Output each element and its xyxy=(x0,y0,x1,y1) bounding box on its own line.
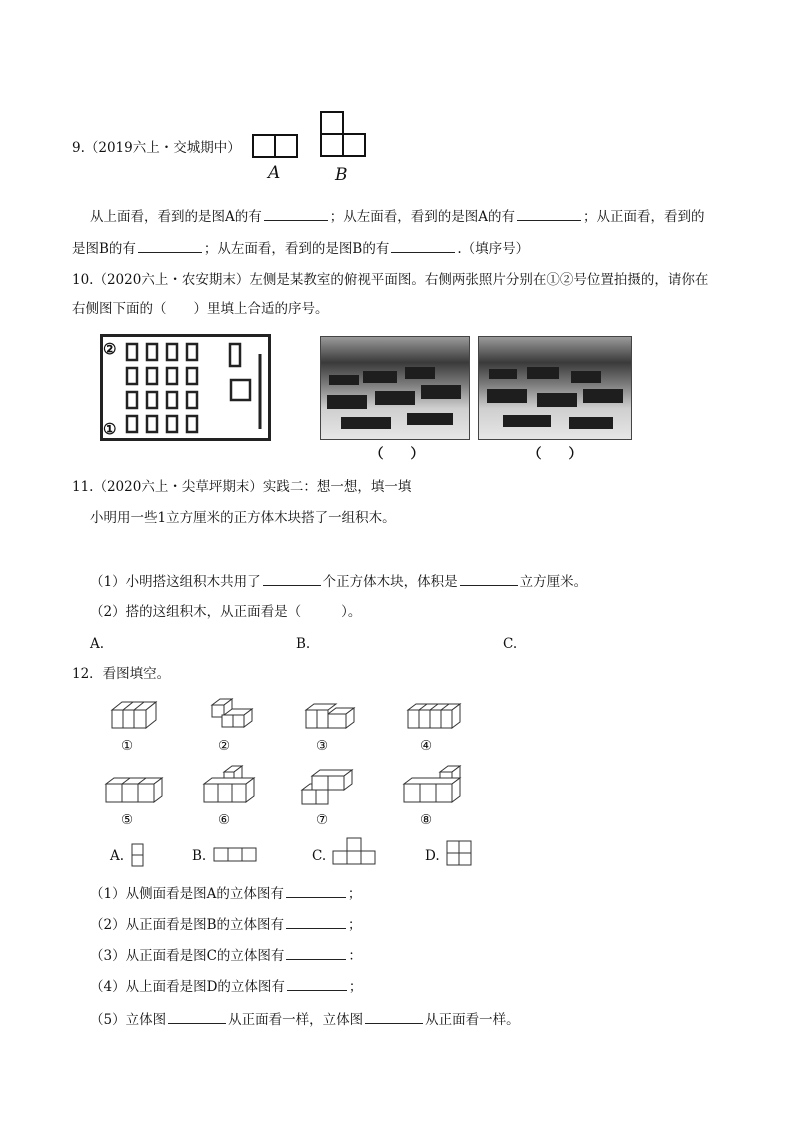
q12-sub3-end: ： xyxy=(348,948,362,964)
q11-option-b[interactable]: B. xyxy=(296,636,311,652)
view-label-b: B. xyxy=(192,848,207,864)
q11-sub2-text: ）。 xyxy=(341,604,362,620)
solid-label-4: ④ xyxy=(420,738,433,754)
q12-sub1 xyxy=(90,884,361,903)
q11-option-c[interactable]: C. xyxy=(503,636,518,652)
q12-blank-4[interactable] xyxy=(287,977,347,991)
classroom-photo-1 xyxy=(320,336,470,440)
q12-sub2 xyxy=(90,915,362,934)
q12-title: 12．看图填空。 xyxy=(72,666,171,682)
q9-text: 从上面看，看到的是图A的有 xyxy=(90,209,262,225)
q9-text: ；从左面看，看到的是图A的有 xyxy=(329,209,515,225)
q12-sub2-end: ； xyxy=(348,917,362,933)
q12-sub5-text: 从正面看一样。 xyxy=(425,1012,520,1028)
solid-figure-5 xyxy=(102,774,166,806)
solid-label-1: ① xyxy=(121,738,134,754)
q12-sub1-text: （1）从侧面看是图A的立体图有 xyxy=(90,886,284,902)
q11-sub1-text: 立方厘米。 xyxy=(519,574,588,590)
q9-figure-b-label: B xyxy=(335,165,348,185)
q12-sub5 xyxy=(90,1010,520,1029)
q12-blank-5[interactable] xyxy=(168,1010,226,1024)
q11-sub2-text: （2）搭的这组积木，从正面看是（ xyxy=(90,604,302,620)
position-marker-1: ① xyxy=(103,420,117,438)
q12-blank-1[interactable] xyxy=(286,884,346,898)
solid-label-2: ② xyxy=(218,738,231,754)
solid-figure-1 xyxy=(108,700,160,732)
q11-option-a[interactable]: A. xyxy=(90,636,105,652)
solid-label-8: ⑧ xyxy=(420,812,433,828)
q11-sub1 xyxy=(90,572,587,591)
q9-text-line1 xyxy=(90,207,705,226)
q9-text: 是图B的有 xyxy=(72,241,136,257)
q9-blank-1[interactable] xyxy=(264,207,328,221)
q9-text: .（填序号） xyxy=(457,241,530,257)
q9-text: ；从左面看，看到的是图B的有 xyxy=(203,241,390,257)
solid-figure-8 xyxy=(402,764,464,808)
classroom-floor-plan xyxy=(100,334,272,442)
view-figure-a xyxy=(131,843,145,867)
q12-sub5-text: （5）立体图 xyxy=(90,1012,167,1028)
q9-label: 9.（2019六上・交城期中） xyxy=(72,140,241,156)
position-marker-2: ② xyxy=(103,340,117,358)
q9-figure-a xyxy=(252,134,300,158)
view-figure-d xyxy=(446,840,474,868)
solid-figure-2 xyxy=(208,697,256,731)
solid-label-3: ③ xyxy=(316,738,329,754)
solid-figure-6 xyxy=(202,764,262,808)
q9-figure-a-label: A xyxy=(268,163,281,183)
photo-2-answer-paren[interactable]: （ ） xyxy=(528,446,582,462)
q12-sub2-text: （2）从正面看是图B的立体图有 xyxy=(90,917,285,933)
solid-label-6: ⑥ xyxy=(218,812,231,828)
solid-figure-4 xyxy=(404,700,464,732)
q12-blank-2[interactable] xyxy=(286,915,346,929)
q9-figure-b xyxy=(320,111,368,159)
solid-label-7: ⑦ xyxy=(316,812,329,828)
view-label-d: D. xyxy=(425,848,440,864)
q9-blank-3[interactable] xyxy=(138,239,202,253)
q12-sub3-text: （3）从正面看是图C的立体图有 xyxy=(90,948,285,964)
q11-sub2 xyxy=(90,603,361,621)
q11-blank-count[interactable] xyxy=(263,572,321,586)
q12-sub4-text: （4）从上面看是图D的立体图有 xyxy=(90,979,285,995)
q10-line2: 右侧图下面的（ ）里填上合适的序号。 xyxy=(72,301,329,317)
q12-sub3 xyxy=(90,946,362,965)
q12-sub1-end: ； xyxy=(347,886,362,902)
q10-line1: 10.（2020六上・农安期末）左侧是某教室的俯视平面图。右侧两张照片分别在①②号位置拍摄的，请你在 xyxy=(72,272,709,288)
q12-sub4 xyxy=(90,977,362,996)
q11-blank-volume[interactable] xyxy=(460,572,518,586)
q9-text-line2 xyxy=(72,239,529,258)
q9-blank-2[interactable] xyxy=(517,207,581,221)
solid-label-5: ⑤ xyxy=(121,812,134,828)
q12-blank-3[interactable] xyxy=(286,946,346,960)
q12-sub5-text: 从正面看一样，立体图 xyxy=(228,1012,364,1028)
q11-sub1-text: 个正方体木块，体积是 xyxy=(322,574,458,590)
view-figure-b xyxy=(213,847,259,863)
q11-line2: 小明用一些1立方厘米的正方体木块搭了一组积木。 xyxy=(90,510,396,526)
view-figure-c xyxy=(332,837,378,865)
classroom-photo-2 xyxy=(478,336,632,440)
q12-sub4-end: ； xyxy=(348,979,363,995)
solid-figure-7 xyxy=(300,768,356,808)
view-label-c: C. xyxy=(312,848,327,864)
q12-blank-6[interactable] xyxy=(365,1010,423,1024)
solid-figure-3 xyxy=(302,700,356,732)
q9-text: ；从正面看，看到的 xyxy=(583,209,705,225)
photo-1-answer-paren[interactable]: （ ） xyxy=(370,446,424,462)
q9-blank-4[interactable] xyxy=(391,239,455,253)
q11-line1: 11.（2020六上・尖草坪期末）实践二：想一想，填一填 xyxy=(72,479,412,495)
q11-sub1-text: （1）小明搭这组积木共用了 xyxy=(90,574,261,590)
view-label-a: A. xyxy=(110,848,125,864)
